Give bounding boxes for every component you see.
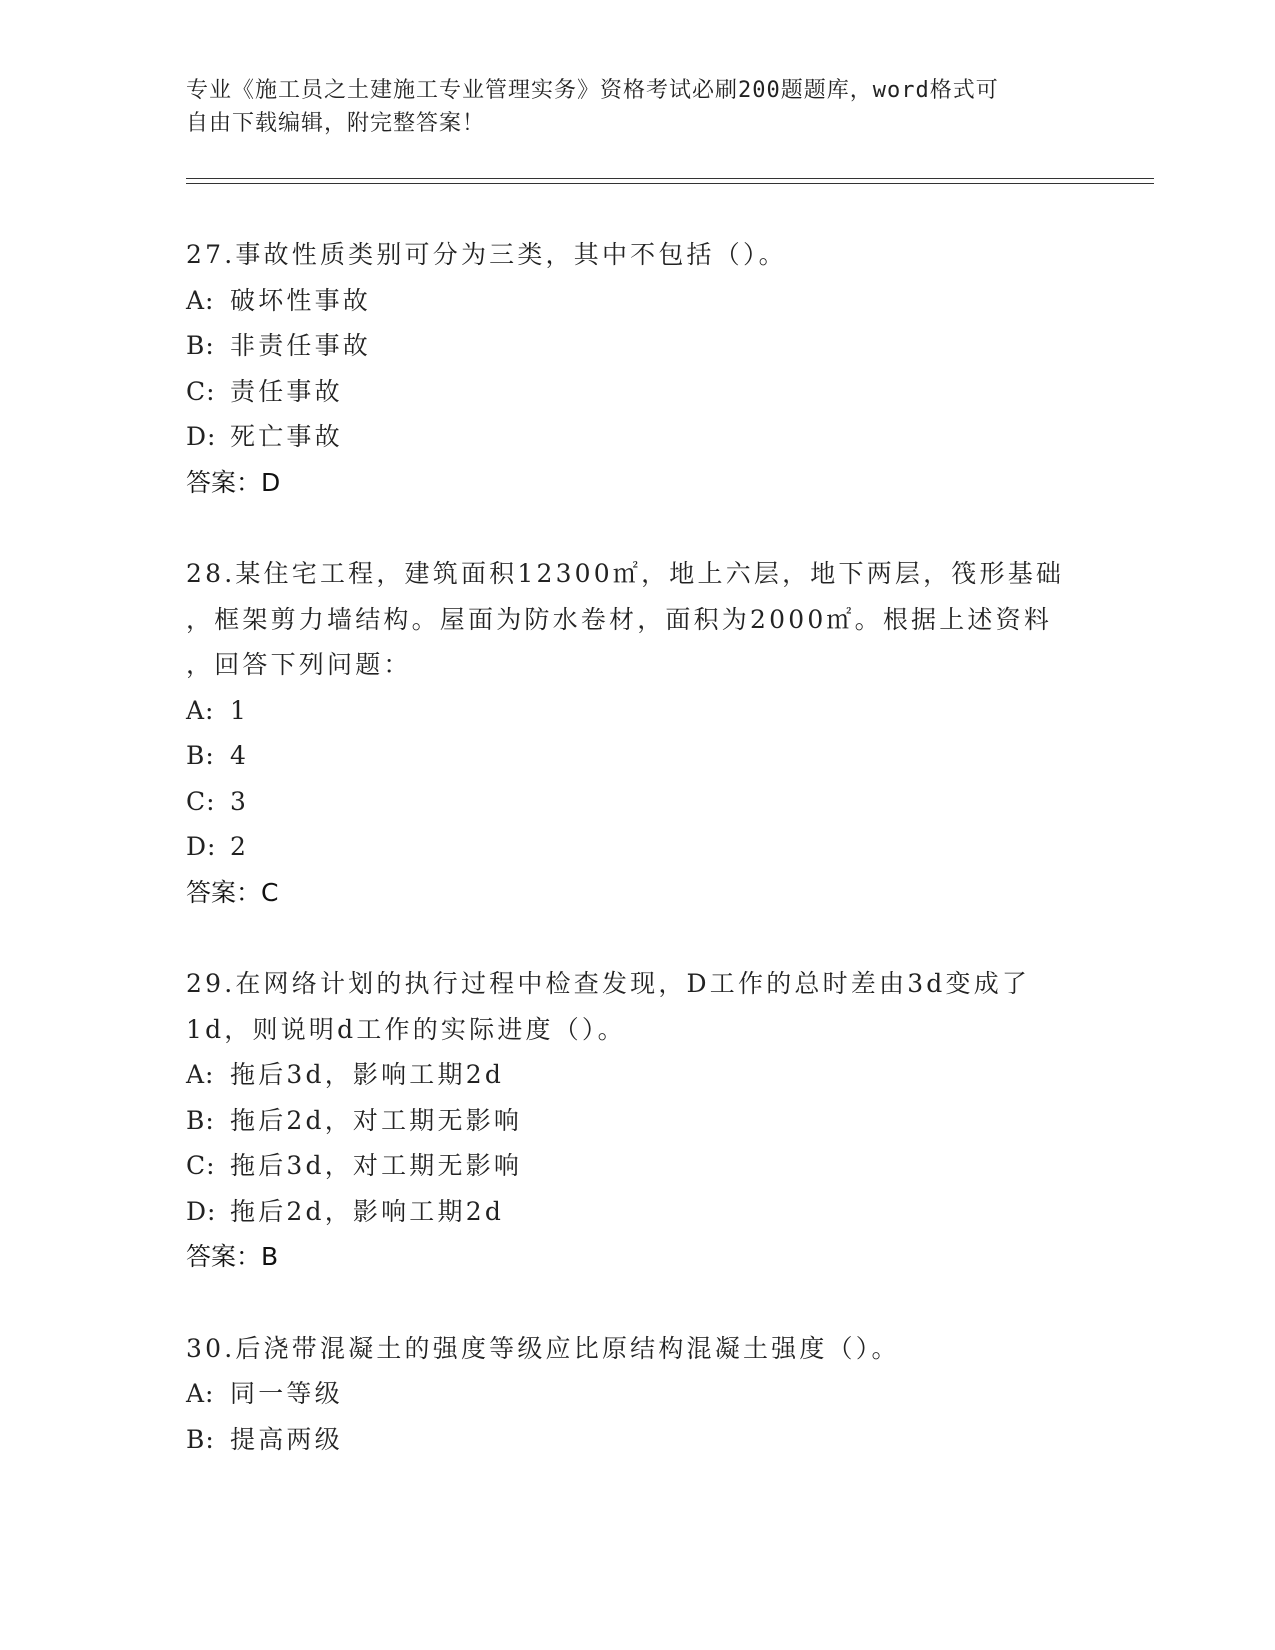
answer-option	[186, 1052, 1086, 1098]
option-text: 拖后2d，对工期无影响	[230, 1105, 523, 1135]
option-letter: D:	[186, 832, 217, 861]
document-header	[186, 74, 1076, 140]
question-stem-line: ，框架剪力墙结构。屋面为防水卷材，面积为2000㎡。根据上述资料	[186, 604, 1053, 634]
option-text: 拖后3d，影响工期2d	[230, 1060, 505, 1089]
header-divider-top	[186, 178, 1154, 179]
question-item	[186, 551, 1086, 915]
question-item	[186, 1326, 1086, 1463]
option-text: 拖后2d，影响工期2d	[230, 1196, 505, 1226]
answer-option	[186, 688, 1086, 734]
question-stem-line: 29.在网络计划的执行过程中检查发现，D工作的总时差由3d变成了	[186, 969, 1031, 998]
header-line-2: 自由下载编辑，附完整答案！	[186, 111, 486, 136]
answer-option	[186, 1371, 1086, 1417]
question-stem-line: 30.后浇带混凝土的强度等级应比原结构混凝土强度（）。	[186, 1333, 900, 1363]
option-text: 提高两级	[230, 1424, 343, 1454]
answer-option	[186, 1098, 1086, 1144]
option-letter: B:	[186, 1105, 215, 1135]
option-text: 破坏性事故	[230, 285, 372, 315]
question-stem-line: 28.某住宅工程，建筑面积12300㎡，地上六层，地下两层，筏形基础	[186, 559, 1065, 588]
question-stem-line: 27.事故性质类别可分为三类，其中不包括（）。	[186, 240, 787, 269]
option-text: 非责任事故	[230, 331, 372, 360]
answer-option	[186, 1143, 1086, 1189]
answer-key: 答案：C	[186, 877, 279, 907]
option-text: 死亡事故	[230, 422, 343, 451]
option-text: 3	[230, 786, 250, 816]
answer-option	[186, 779, 1086, 825]
option-letter: D:	[186, 1196, 217, 1226]
option-letter: A:	[186, 695, 215, 725]
answer-option	[186, 323, 1086, 369]
option-letter: A:	[186, 285, 215, 315]
question-list	[186, 232, 1086, 1508]
answer-option	[186, 1189, 1086, 1235]
answer-option	[186, 1417, 1086, 1463]
option-letter: C:	[186, 786, 216, 816]
option-text: 拖后3d，对工期无影响	[230, 1151, 523, 1180]
question-item	[186, 232, 1086, 505]
option-letter: B:	[186, 741, 215, 770]
question-stem-line: ，回答下列问题：	[186, 650, 412, 679]
question-stem-line: 1d，则说明d工作的实际进度（）。	[186, 1014, 626, 1044]
header-line-1: 专业《施工员之土建施工专业管理实务》资格考试必刷200题题库，word格式可	[186, 78, 999, 103]
option-letter: D:	[186, 422, 217, 451]
header-divider-bottom	[186, 183, 1154, 184]
option-letter: C:	[186, 376, 216, 406]
answer-option	[186, 414, 1086, 460]
option-text: 1	[230, 695, 250, 725]
option-text: 4	[230, 741, 250, 770]
answer-option	[186, 369, 1086, 415]
question-item	[186, 961, 1086, 1280]
option-text: 责任事故	[230, 376, 343, 406]
answer-option	[186, 824, 1086, 870]
answer-option	[186, 278, 1086, 324]
option-letter: A:	[186, 1379, 215, 1408]
option-letter: A:	[186, 1060, 215, 1089]
answer-key: 答案：B	[186, 1242, 279, 1271]
answer-key: 答案：D	[186, 467, 281, 497]
answer-option	[186, 733, 1086, 779]
option-letter: B:	[186, 1424, 215, 1454]
option-text: 2	[230, 832, 250, 861]
option-text: 同一等级	[230, 1379, 343, 1408]
option-letter: C:	[186, 1151, 216, 1180]
option-letter: B:	[186, 331, 215, 360]
